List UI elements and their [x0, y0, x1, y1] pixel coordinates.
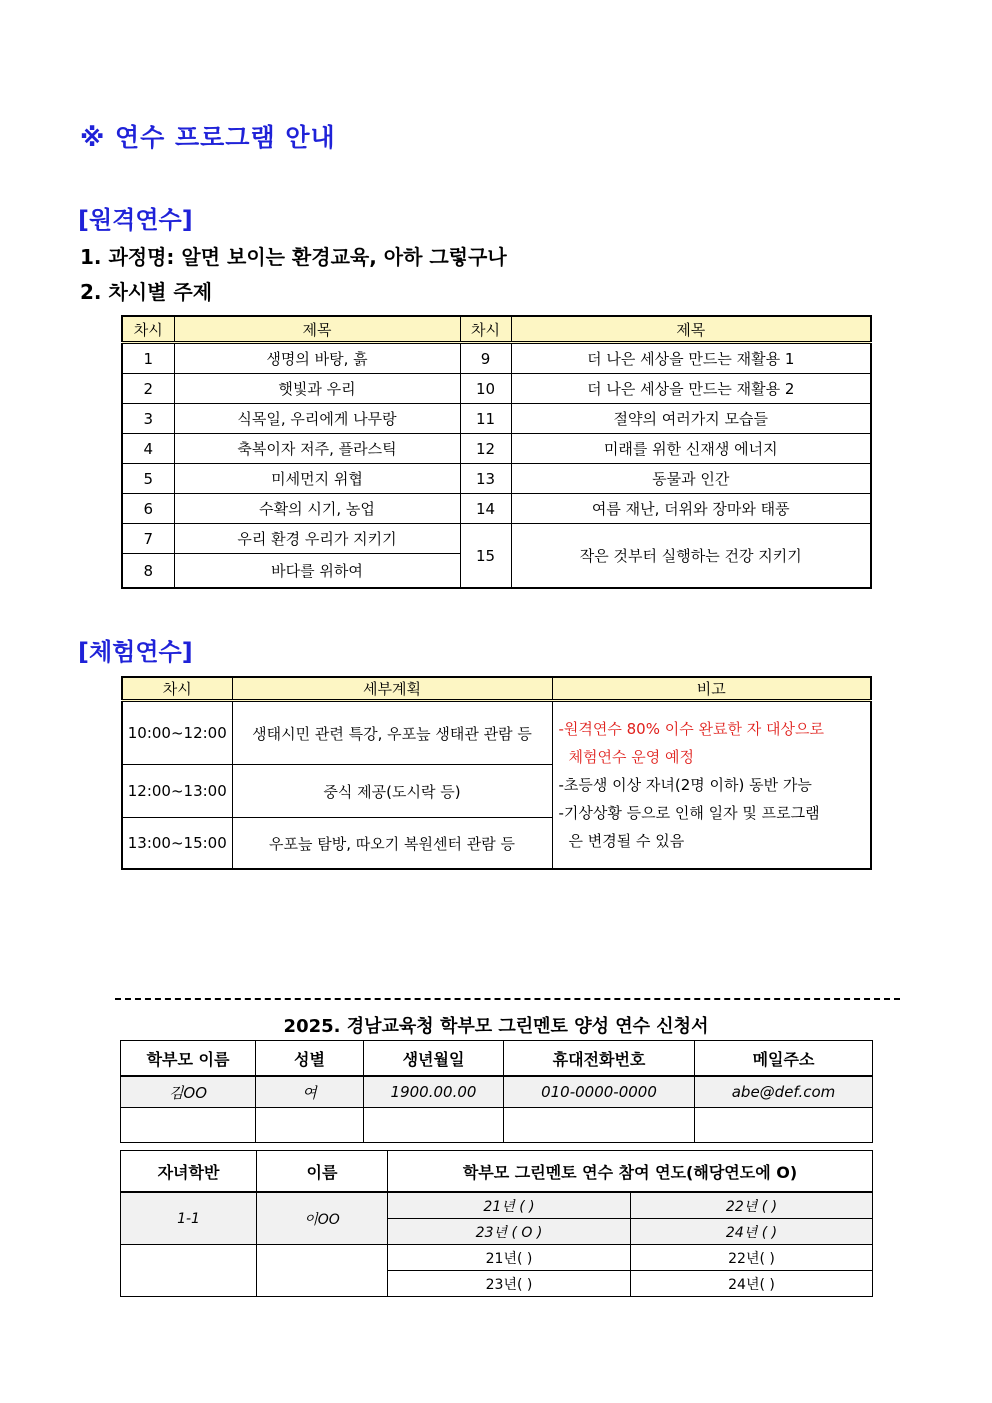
child-info-table — [120, 1150, 873, 1297]
session-title: 수확의 시기, 농업 — [174, 494, 460, 524]
session-number: 8 — [122, 554, 174, 589]
table-header-row — [122, 677, 871, 701]
experience-section-title: [체험연수] — [78, 638, 193, 666]
year-21-field[interactable]: 21년( ) — [388, 1245, 631, 1271]
application-title: 2025. 경남교육청 학부모 그린멘토 양성 연수 신청서 — [283, 1016, 709, 1037]
session-title: 우리 환경 우리가 지키기 — [174, 524, 460, 554]
table-row — [122, 343, 871, 374]
header-plan: 세부계획 — [232, 677, 552, 701]
session-number: 4 — [122, 434, 174, 464]
remote-sessions-table — [121, 315, 872, 589]
child-name-field[interactable] — [257, 1245, 388, 1297]
session-title: 미래를 위한 신재생 에너지 — [511, 434, 871, 464]
session-number: 15 — [460, 524, 511, 589]
session-title: 식목일, 우리에게 나무랑 — [174, 404, 460, 434]
table-row — [122, 464, 871, 494]
header-participation-years: 학부모 그린멘토 연수 참여 연도(해당연도에 O) — [388, 1151, 873, 1193]
header-email: 메일주소 — [695, 1041, 873, 1077]
time-slot: 12:00~13:00 — [122, 765, 232, 818]
session-number: 13 — [460, 464, 511, 494]
session-number: 2 — [122, 374, 174, 404]
header-note: 비고 — [552, 677, 871, 701]
table-row — [122, 404, 871, 434]
entry-row — [121, 1108, 873, 1143]
session-number: 14 — [460, 494, 511, 524]
example-year-22: 22년 ( ) — [631, 1192, 873, 1219]
session-title: 햇빛과 우리 — [174, 374, 460, 404]
table-row — [122, 524, 871, 554]
example-email: abe@def.com — [695, 1076, 873, 1108]
page-title: ※ 연수 프로그램 안내 — [80, 123, 336, 152]
birthdate-field[interactable] — [364, 1108, 504, 1143]
session-number: 7 — [122, 524, 174, 554]
table-row — [122, 434, 871, 464]
example-year-21: 21년 ( ) — [388, 1192, 631, 1219]
session-title: 절약의 여러가지 모습들 — [511, 404, 871, 434]
year-24-field[interactable]: 24년( ) — [631, 1271, 873, 1297]
note-line: 체험연수 운영 예정 — [568, 748, 694, 766]
session-title: 바다를 위하여 — [174, 554, 460, 589]
header-child-class: 자녀학반 — [121, 1151, 257, 1193]
plan-detail: 생태시민 관련 특강, 우포늪 생태관 관람 등 — [232, 701, 552, 765]
example-gender: 여 — [256, 1076, 364, 1108]
header-title: 제목 — [174, 316, 460, 343]
example-row — [121, 1192, 873, 1219]
header-session: 차시 — [122, 316, 174, 343]
session-title: 축복이자 저주, 플라스틱 — [174, 434, 460, 464]
session-number: 3 — [122, 404, 174, 434]
session-number: 1 — [122, 343, 174, 374]
session-number: 11 — [460, 404, 511, 434]
plan-detail: 우포늪 탐방, 따오기 복원센터 관람 등 — [232, 818, 552, 870]
session-number: 12 — [460, 434, 511, 464]
session-topics-label: 2. 차시별 주제 — [80, 280, 213, 304]
header-phone: 휴대전화번호 — [504, 1041, 695, 1077]
experience-schedule-table — [121, 676, 872, 870]
plan-detail: 중식 제공(도시락 등) — [232, 765, 552, 818]
header-gender: 성별 — [256, 1041, 364, 1077]
email-field[interactable] — [695, 1108, 873, 1143]
table-header-row — [121, 1151, 873, 1193]
remote-section-title: [원격연수] — [78, 206, 193, 234]
notes-cell — [552, 701, 871, 870]
example-row — [121, 1076, 873, 1108]
course-name: 1. 과정명: 알면 보이는 환경교육, 아하 그렇구나 — [80, 245, 507, 269]
table-header-row — [122, 316, 871, 343]
year-23-field[interactable]: 23년( ) — [388, 1271, 631, 1297]
session-title: 동물과 인간 — [511, 464, 871, 494]
session-title: 작은 것부터 실행하는 건강 지키기 — [511, 524, 871, 589]
session-title: 생명의 바탕, 흙 — [174, 343, 460, 374]
header-parent-name: 학부모 이름 — [121, 1041, 256, 1077]
time-slot: 10:00~12:00 — [122, 701, 232, 765]
session-number: 10 — [460, 374, 511, 404]
note-line: -초등생 이상 자녀(2명 이하) 동반 가능 — [558, 776, 812, 794]
example-child-name: 이OO — [257, 1192, 388, 1245]
session-title: 여름 재난, 더위와 장마와 태풍 — [511, 494, 871, 524]
example-name: 김OO — [121, 1076, 256, 1108]
header-session: 차시 — [460, 316, 511, 343]
table-header-row — [121, 1041, 873, 1077]
example-class: 1-1 — [121, 1192, 257, 1245]
note-line: -기상상황 등으로 인해 일자 및 프로그램 — [558, 804, 820, 822]
session-number: 5 — [122, 464, 174, 494]
example-year-24: 24년 ( ) — [631, 1219, 873, 1245]
parent-name-field[interactable] — [121, 1108, 256, 1143]
header-time: 차시 — [122, 677, 232, 701]
example-phone: 010-0000-0000 — [504, 1076, 695, 1108]
session-title: 더 나은 세상을 만드는 재활용 1 — [511, 343, 871, 374]
session-number: 6 — [122, 494, 174, 524]
header-birthdate: 생년월일 — [364, 1041, 504, 1077]
example-year-23: 23년 ( O ) — [388, 1219, 631, 1245]
header-child-name: 이름 — [257, 1151, 388, 1193]
entry-row — [121, 1245, 873, 1271]
cut-line — [115, 998, 900, 1000]
session-title: 더 나은 세상을 만드는 재활용 2 — [511, 374, 871, 404]
table-row — [122, 494, 871, 524]
phone-field[interactable] — [504, 1108, 695, 1143]
time-slot: 13:00~15:00 — [122, 818, 232, 870]
session-number: 9 — [460, 343, 511, 374]
session-title: 미세먼지 위협 — [174, 464, 460, 494]
example-birthdate: 1900.00.00 — [364, 1076, 504, 1108]
header-title: 제목 — [511, 316, 871, 343]
table-row — [122, 701, 871, 765]
gender-field[interactable] — [256, 1108, 364, 1143]
child-class-field[interactable] — [121, 1245, 257, 1297]
note-line: 은 변경될 수 있음 — [568, 832, 685, 850]
table-row — [122, 374, 871, 404]
year-22-field[interactable]: 22년( ) — [631, 1245, 873, 1271]
parent-info-table — [120, 1040, 873, 1143]
note-line: -원격연수 80% 이수 완료한 자 대상으로 — [558, 720, 824, 738]
